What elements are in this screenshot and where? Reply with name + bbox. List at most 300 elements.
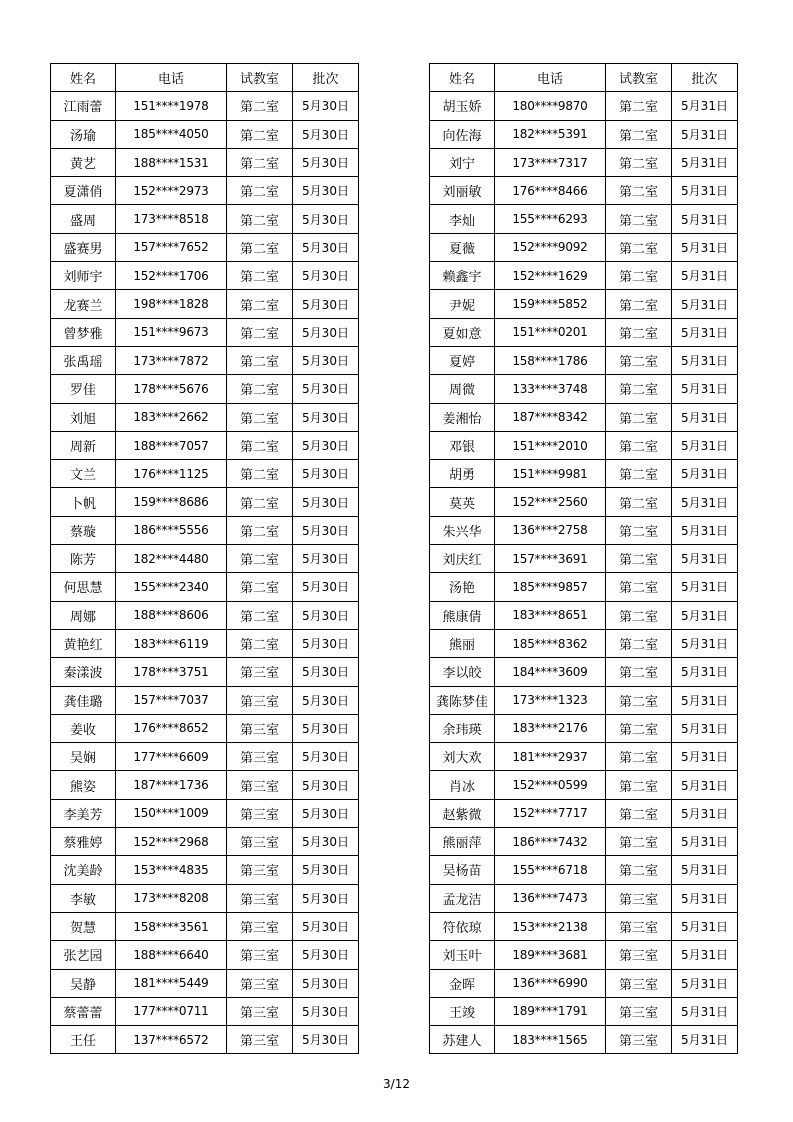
phone-cell: 189****3681 [495,941,606,969]
name-cell: 何思慧 [51,573,116,601]
name-cell: 符依琼 [430,912,495,940]
batch-cell: 5月30日 [293,318,359,346]
batch-cell: 5月30日 [293,884,359,912]
batch-cell: 5月30日 [293,375,359,403]
name-cell: 刘师宇 [51,262,116,290]
room-cell: 第二室 [227,375,293,403]
name-cell: 蔡璇 [51,516,116,544]
table-row [51,601,359,629]
name-cell: 吴娴 [51,743,116,771]
room-cell: 第二室 [606,743,672,771]
phone-cell: 182****5391 [495,120,606,148]
room-cell: 第二室 [606,148,672,176]
phone-cell: 187****8342 [495,403,606,431]
batch-cell: 5月31日 [672,120,738,148]
phone-cell: 136****6990 [495,969,606,997]
table-row [51,573,359,601]
table-row [430,743,738,771]
phone-cell: 176****8652 [116,714,227,742]
name-cell: 龚陈梦佳 [430,686,495,714]
phone-cell: 178****5676 [116,375,227,403]
room-cell: 第二室 [227,403,293,431]
room-cell: 第二室 [606,658,672,686]
name-cell: 莫英 [430,488,495,516]
table-row [51,205,359,233]
phone-cell: 181****5449 [116,969,227,997]
room-cell: 第三室 [227,799,293,827]
name-cell: 周微 [430,375,495,403]
room-cell: 第三室 [606,1026,672,1054]
table-row [430,318,738,346]
room-cell: 第二室 [606,799,672,827]
table-row [430,941,738,969]
name-cell: 尹妮 [430,290,495,318]
batch-cell: 5月31日 [672,318,738,346]
name-cell: 周新 [51,431,116,459]
batch-cell: 5月31日 [672,177,738,205]
name-cell: 龚佳璐 [51,686,116,714]
batch-cell: 5月31日 [672,148,738,176]
room-cell: 第三室 [227,884,293,912]
room-cell: 第二室 [227,573,293,601]
batch-cell: 5月31日 [672,290,738,318]
table-row [430,92,738,120]
room-cell: 第二室 [606,177,672,205]
phone-cell: 152****1706 [116,262,227,290]
table-row [51,743,359,771]
batch-cell: 5月30日 [293,799,359,827]
table-row [51,148,359,176]
table-row [51,375,359,403]
table-row [430,771,738,799]
room-cell: 第三室 [606,912,672,940]
table-row [430,545,738,573]
batch-cell: 5月30日 [293,912,359,940]
room-cell: 第二室 [227,431,293,459]
table-row [51,714,359,742]
room-cell: 第二室 [606,318,672,346]
name-cell: 陈芳 [51,545,116,573]
table-row [430,262,738,290]
room-cell: 第三室 [227,714,293,742]
table-row [51,233,359,261]
phone-cell: 173****1323 [495,686,606,714]
name-cell: 盛周 [51,205,116,233]
room-cell: 第二室 [606,262,672,290]
table-row [51,488,359,516]
batch-cell: 5月31日 [672,205,738,233]
room-cell: 第二室 [606,856,672,884]
table-row [51,912,359,940]
room-cell: 第三室 [227,941,293,969]
name-cell: 汤瑜 [51,120,116,148]
name-cell: 刘宁 [430,148,495,176]
batch-cell: 5月30日 [293,346,359,374]
name-cell: 余玮瑛 [430,714,495,742]
header-batch: 批次 [293,64,359,92]
table-row [51,318,359,346]
batch-cell: 5月30日 [293,92,359,120]
phone-cell: 184****3609 [495,658,606,686]
batch-cell: 5月30日 [293,262,359,290]
name-cell: 夏如意 [430,318,495,346]
table-header-row [51,64,359,92]
table-row [430,658,738,686]
room-cell: 第二室 [606,516,672,544]
phone-cell: 185****4050 [116,120,227,148]
batch-cell: 5月31日 [672,799,738,827]
phone-cell: 158****1786 [495,346,606,374]
table-row [51,658,359,686]
name-cell: 夏潇俏 [51,177,116,205]
batch-cell: 5月31日 [672,941,738,969]
name-cell: 刘庆红 [430,545,495,573]
batch-cell: 5月30日 [293,629,359,657]
table-header-row [430,64,738,92]
room-cell: 第二室 [227,233,293,261]
batch-cell: 5月31日 [672,431,738,459]
name-cell: 罗佳 [51,375,116,403]
name-cell: 赵紫微 [430,799,495,827]
room-cell: 第三室 [227,658,293,686]
batch-cell: 5月31日 [672,233,738,261]
name-cell: 胡玉娇 [430,92,495,120]
table-row [51,828,359,856]
table-row [430,488,738,516]
batch-cell: 5月31日 [672,686,738,714]
room-cell: 第三室 [227,856,293,884]
room-cell: 第二室 [606,573,672,601]
batch-cell: 5月31日 [672,771,738,799]
phone-cell: 152****2560 [495,488,606,516]
name-cell: 熊康倩 [430,601,495,629]
table-row [51,460,359,488]
phone-cell: 155****6718 [495,856,606,884]
phone-cell: 183****6119 [116,629,227,657]
room-cell: 第三室 [606,884,672,912]
name-cell: 苏建人 [430,1026,495,1054]
phone-cell: 186****7432 [495,828,606,856]
phone-cell: 159****8686 [116,488,227,516]
phone-cell: 181****2937 [495,743,606,771]
name-cell: 邓银 [430,431,495,459]
name-cell: 刘丽敏 [430,177,495,205]
table-row [51,799,359,827]
room-cell: 第二室 [606,488,672,516]
name-cell: 黄艳红 [51,629,116,657]
phone-cell: 185****8362 [495,629,606,657]
header-batch: 批次 [672,64,738,92]
name-cell: 肖冰 [430,771,495,799]
batch-cell: 5月30日 [293,233,359,261]
room-cell: 第三室 [227,997,293,1025]
room-cell: 第二室 [227,516,293,544]
table-row [51,516,359,544]
batch-cell: 5月30日 [293,743,359,771]
phone-cell: 173****7317 [495,148,606,176]
page-number: 3/12 [383,1077,410,1091]
batch-cell: 5月30日 [293,714,359,742]
name-cell: 李美芳 [51,799,116,827]
name-cell: 熊丽 [430,629,495,657]
name-cell: 王竣 [430,997,495,1025]
name-cell: 龙赛兰 [51,290,116,318]
phone-cell: 183****8651 [495,601,606,629]
header-phone: 电话 [495,64,606,92]
table-body-left [51,92,359,1054]
phone-cell: 153****4835 [116,856,227,884]
header-room: 试教室 [606,64,672,92]
room-cell: 第二室 [606,545,672,573]
table-row [430,290,738,318]
table-row [430,431,738,459]
batch-cell: 5月31日 [672,743,738,771]
batch-cell: 5月31日 [672,488,738,516]
name-cell: 吴静 [51,969,116,997]
room-cell: 第二室 [227,92,293,120]
room-cell: 第三室 [227,969,293,997]
room-cell: 第二室 [227,488,293,516]
name-cell: 江雨蕾 [51,92,116,120]
name-cell: 孟龙洁 [430,884,495,912]
room-cell: 第二室 [227,205,293,233]
room-cell: 第二室 [606,828,672,856]
phone-cell: 159****5852 [495,290,606,318]
name-cell: 李灿 [430,205,495,233]
room-cell: 第二室 [606,233,672,261]
phone-cell: 183****2662 [116,403,227,431]
phone-cell: 151****0201 [495,318,606,346]
room-cell: 第二室 [606,92,672,120]
table-row [430,912,738,940]
phone-cell: 136****7473 [495,884,606,912]
batch-cell: 5月30日 [293,997,359,1025]
room-cell: 第二室 [227,148,293,176]
phone-cell: 186****5556 [116,516,227,544]
batch-cell: 5月31日 [672,884,738,912]
batch-cell: 5月31日 [672,92,738,120]
batch-cell: 5月30日 [293,828,359,856]
phone-cell: 136****2758 [495,516,606,544]
table-row [430,205,738,233]
schedule-table-left [50,63,359,1054]
batch-cell: 5月31日 [672,969,738,997]
room-cell: 第二室 [227,601,293,629]
name-cell: 向佐海 [430,120,495,148]
name-cell: 周娜 [51,601,116,629]
batch-cell: 5月31日 [672,714,738,742]
table-row [51,177,359,205]
table-row [430,856,738,884]
batch-cell: 5月31日 [672,828,738,856]
phone-cell: 150****1009 [116,799,227,827]
name-cell: 赖鑫宇 [430,262,495,290]
phone-cell: 155****6293 [495,205,606,233]
table-row [51,431,359,459]
room-cell: 第三室 [606,941,672,969]
header-room: 试教室 [227,64,293,92]
phone-cell: 182****4480 [116,545,227,573]
table-row [51,941,359,969]
name-cell: 汤艳 [430,573,495,601]
room-cell: 第二室 [606,120,672,148]
room-cell: 第二室 [227,545,293,573]
batch-cell: 5月30日 [293,205,359,233]
phone-cell: 157****7037 [116,686,227,714]
room-cell: 第二室 [606,601,672,629]
room-cell: 第二室 [606,431,672,459]
phone-cell: 177****0711 [116,997,227,1025]
name-cell: 盛赛男 [51,233,116,261]
name-cell: 熊丽萍 [430,828,495,856]
batch-cell: 5月31日 [672,545,738,573]
name-cell: 张禹瑶 [51,346,116,374]
phone-cell: 180****9870 [495,92,606,120]
phone-cell: 151****1978 [116,92,227,120]
name-cell: 文兰 [51,460,116,488]
table-row [51,686,359,714]
header-phone: 电话 [116,64,227,92]
room-cell: 第三室 [227,912,293,940]
table-row [430,601,738,629]
batch-cell: 5月30日 [293,771,359,799]
batch-cell: 5月31日 [672,375,738,403]
table-row [51,346,359,374]
table-row [430,120,738,148]
name-cell: 张艺园 [51,941,116,969]
room-cell: 第二室 [227,629,293,657]
phone-cell: 183****2176 [495,714,606,742]
phone-cell: 151****9981 [495,460,606,488]
table-row [51,262,359,290]
name-cell: 夏婷 [430,346,495,374]
room-cell: 第二室 [606,346,672,374]
phone-cell: 173****8518 [116,205,227,233]
phone-cell: 158****3561 [116,912,227,940]
room-cell: 第二室 [227,460,293,488]
phone-cell: 153****2138 [495,912,606,940]
batch-cell: 5月31日 [672,573,738,601]
batch-cell: 5月31日 [672,1026,738,1054]
table-row [430,828,738,856]
batch-cell: 5月31日 [672,346,738,374]
phone-cell: 177****6609 [116,743,227,771]
phone-cell: 151****2010 [495,431,606,459]
table-row [51,629,359,657]
phone-cell: 152****1629 [495,262,606,290]
schedule-table-right [429,63,738,1054]
phone-cell: 178****3751 [116,658,227,686]
room-cell: 第二室 [227,177,293,205]
batch-cell: 5月30日 [293,856,359,884]
name-cell: 刘旭 [51,403,116,431]
table-row [51,771,359,799]
batch-cell: 5月31日 [672,403,738,431]
name-cell: 姜收 [51,714,116,742]
name-cell: 沈美龄 [51,856,116,884]
phone-cell: 188****8606 [116,601,227,629]
room-cell: 第二室 [227,120,293,148]
room-cell: 第三室 [227,828,293,856]
name-cell: 金晖 [430,969,495,997]
phone-cell: 188****6640 [116,941,227,969]
name-cell: 蔡蕾蕾 [51,997,116,1025]
batch-cell: 5月31日 [672,912,738,940]
phone-cell: 173****8208 [116,884,227,912]
batch-cell: 5月31日 [672,601,738,629]
name-cell: 贺慧 [51,912,116,940]
batch-cell: 5月31日 [672,856,738,884]
batch-cell: 5月30日 [293,601,359,629]
table-row [430,1026,738,1054]
name-cell: 秦漾波 [51,658,116,686]
phone-cell: 185****9857 [495,573,606,601]
batch-cell: 5月30日 [293,177,359,205]
batch-cell: 5月30日 [293,1026,359,1054]
room-cell: 第二室 [606,290,672,318]
table-row [51,403,359,431]
room-cell: 第三室 [227,1026,293,1054]
batch-cell: 5月31日 [672,658,738,686]
batch-cell: 5月30日 [293,403,359,431]
table-row [430,714,738,742]
table-row [51,884,359,912]
table-row [430,460,738,488]
batch-cell: 5月31日 [672,460,738,488]
batch-cell: 5月30日 [293,658,359,686]
batch-cell: 5月30日 [293,573,359,601]
batch-cell: 5月30日 [293,460,359,488]
table-row [51,969,359,997]
table-row [430,629,738,657]
table-row [430,233,738,261]
name-cell: 刘玉叶 [430,941,495,969]
batch-cell: 5月30日 [293,686,359,714]
name-cell: 黄艺 [51,148,116,176]
name-cell: 卜帆 [51,488,116,516]
batch-cell: 5月30日 [293,969,359,997]
table-row [430,375,738,403]
batch-cell: 5月30日 [293,941,359,969]
name-cell: 朱兴华 [430,516,495,544]
table-row [51,120,359,148]
name-cell: 蔡雅婷 [51,828,116,856]
phone-cell: 157****3691 [495,545,606,573]
batch-cell: 5月31日 [672,516,738,544]
batch-cell: 5月30日 [293,516,359,544]
phone-cell: 152****2973 [116,177,227,205]
name-cell: 李以皎 [430,658,495,686]
batch-cell: 5月31日 [672,262,738,290]
name-cell: 李敏 [51,884,116,912]
name-cell: 姜湘怡 [430,403,495,431]
phone-cell: 133****3748 [495,375,606,403]
phone-cell: 152****9092 [495,233,606,261]
name-cell: 夏薇 [430,233,495,261]
phone-cell: 152****7717 [495,799,606,827]
name-cell: 王任 [51,1026,116,1054]
table-row [51,290,359,318]
table-row [430,969,738,997]
room-cell: 第二室 [227,262,293,290]
table-row [430,346,738,374]
table-row [51,92,359,120]
room-cell: 第二室 [606,629,672,657]
name-cell: 吴杨苗 [430,856,495,884]
room-cell: 第二室 [227,346,293,374]
table-body-right [430,92,738,1054]
batch-cell: 5月31日 [672,997,738,1025]
